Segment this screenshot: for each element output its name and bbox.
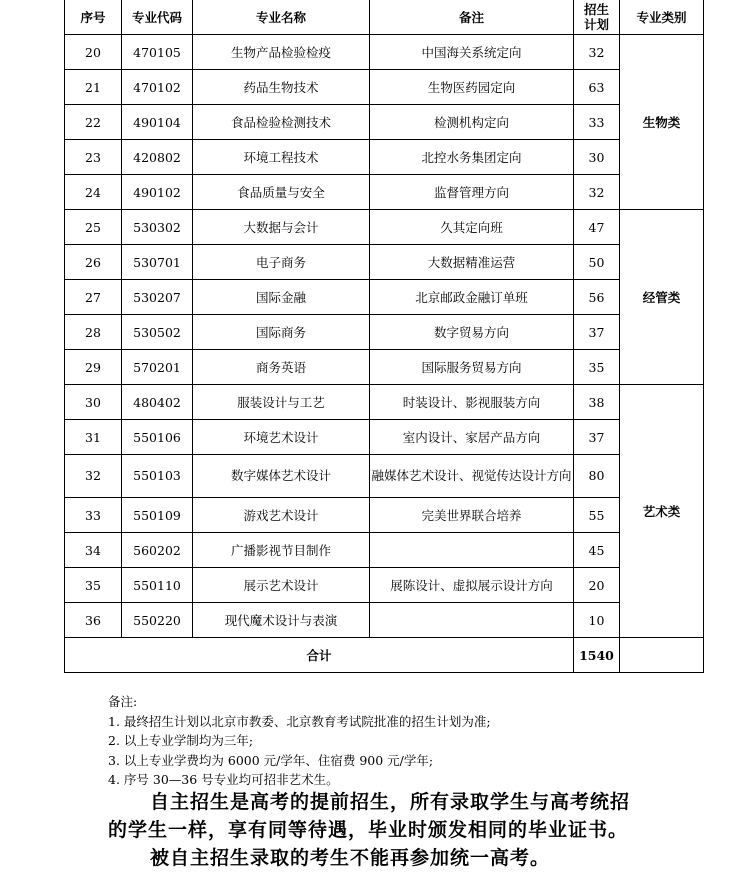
table-row — [65, 140, 704, 175]
cell-code: 550110 — [122, 568, 193, 603]
cell-code: 530502 — [122, 315, 193, 350]
cell-plan: 10 — [574, 603, 620, 638]
table-header-row — [65, 0, 704, 35]
cell-no: 27 — [65, 280, 122, 315]
table-row — [65, 105, 704, 140]
note-item: 2. 以上专业学制均为三年; — [108, 733, 254, 748]
cell-plan: 55 — [574, 498, 620, 533]
cell-code: 570201 — [122, 350, 193, 385]
cell-note — [370, 603, 574, 638]
cell-plan: 38 — [574, 385, 620, 420]
cell-code: 550106 — [122, 420, 193, 455]
cell-code: 560202 — [122, 533, 193, 568]
cell-note: 室内设计、家居产品方向 — [370, 420, 574, 455]
cell-code: 530207 — [122, 280, 193, 315]
cell-name: 国际金融 — [193, 280, 370, 315]
cell-plan: 37 — [574, 420, 620, 455]
cell-plan: 50 — [574, 245, 620, 280]
cell-code: 550109 — [122, 498, 193, 533]
cell-no: 30 — [65, 385, 122, 420]
cell-no: 34 — [65, 533, 122, 568]
cell-note: 国际服务贸易方向 — [370, 350, 574, 385]
cell-no: 36 — [65, 603, 122, 638]
total-label: 合计 — [65, 638, 574, 673]
cell-note: 时装设计、影视服装方向 — [370, 385, 574, 420]
cell-note: 久其定向班 — [370, 210, 574, 245]
cell-name: 大数据与会计 — [193, 210, 370, 245]
cell-no: 35 — [65, 568, 122, 603]
statement-line: 被自主招生录取的考生不能再参加统一高考。 — [150, 847, 551, 869]
cell-no: 33 — [65, 498, 122, 533]
cell-name: 药品生物技术 — [193, 70, 370, 105]
header-plan: 招生 计划 — [574, 0, 620, 35]
cell-note: 展陈设计、虚拟展示设计方向 — [370, 568, 574, 603]
note-item: 4. 序号 30—36 号专业均可招非艺术生。 — [108, 772, 339, 787]
cell-category: 艺术类 — [620, 385, 704, 638]
cell-plan: 30 — [574, 140, 620, 175]
cell-code: 530701 — [122, 245, 193, 280]
cell-name: 游戏艺术设计 — [193, 498, 370, 533]
table-row — [65, 603, 704, 638]
table-row — [65, 315, 704, 350]
cell-code: 490102 — [122, 175, 193, 210]
cell-code: 490104 — [122, 105, 193, 140]
cell-name: 商务英语 — [193, 350, 370, 385]
notes-section — [108, 692, 491, 790]
cell-plan: 20 — [574, 568, 620, 603]
cell-plan: 33 — [574, 105, 620, 140]
statement-line: 自主招生是高考的提前招生，所有录取学生与高考统招 — [150, 791, 631, 813]
cell-category: 经管类 — [620, 210, 704, 385]
cell-name: 国际商务 — [193, 315, 370, 350]
cell-no: 28 — [65, 315, 122, 350]
cell-note: 完美世界联合培养 — [370, 498, 574, 533]
cell-code: 550103 — [122, 455, 193, 498]
cell-name: 食品检验检测技术 — [193, 105, 370, 140]
cell-name: 电子商务 — [193, 245, 370, 280]
table-row — [65, 420, 704, 455]
cell-no: 29 — [65, 350, 122, 385]
cell-plan: 80 — [574, 455, 620, 498]
cell-name: 广播影视节目制作 — [193, 533, 370, 568]
cell-note: 北控水务集团定向 — [370, 140, 574, 175]
total-value: 1540 — [574, 638, 620, 673]
table-row — [65, 210, 704, 245]
cell-code: 470105 — [122, 35, 193, 70]
cell-note: 数字贸易方向 — [370, 315, 574, 350]
cell-no: 32 — [65, 455, 122, 498]
cell-no: 31 — [65, 420, 122, 455]
table-row — [65, 175, 704, 210]
cell-no: 26 — [65, 245, 122, 280]
table-row — [65, 385, 704, 420]
table-row — [65, 70, 704, 105]
cell-plan: 63 — [574, 70, 620, 105]
cell-note: 融媒体艺术设计、视觉传达设计方向 — [370, 455, 574, 498]
cell-plan: 45 — [574, 533, 620, 568]
cell-code: 550220 — [122, 603, 193, 638]
table-row — [65, 533, 704, 568]
note-item: 3. 以上专业学费均为 6000 元/学年、住宿费 900 元/学年; — [108, 752, 434, 768]
cell-name: 生物产品检验检疫 — [193, 35, 370, 70]
header-name: 专业名称 — [193, 0, 370, 35]
cell-code: 470102 — [122, 70, 193, 105]
header-note: 备注 — [370, 0, 574, 35]
header-no: 序号 — [65, 0, 122, 35]
cell-code: 530302 — [122, 210, 193, 245]
notes-title: 备注: — [108, 694, 138, 709]
table-row — [65, 568, 704, 603]
cell-plan: 32 — [574, 175, 620, 210]
cell-no: 20 — [65, 35, 122, 70]
cell-plan: 47 — [574, 210, 620, 245]
cell-plan: 56 — [574, 280, 620, 315]
cell-no: 22 — [65, 105, 122, 140]
table-row — [65, 245, 704, 280]
cell-name: 环境工程技术 — [193, 140, 370, 175]
cell-no: 21 — [65, 70, 122, 105]
cell-name: 展示艺术设计 — [193, 568, 370, 603]
table-row — [65, 35, 704, 70]
table-row — [65, 350, 704, 385]
note-item: 1. 最终招生计划以北京市教委、北京教育考试院批准的招生计划为准; — [108, 713, 491, 729]
cell-note: 大数据精准运营 — [370, 245, 574, 280]
header-category: 专业类别 — [620, 0, 704, 35]
cell-no: 23 — [65, 140, 122, 175]
cell-plan: 37 — [574, 315, 620, 350]
cell-name: 食品质量与安全 — [193, 175, 370, 210]
admission-statement — [108, 788, 668, 872]
cell-name: 数字媒体艺术设计 — [193, 455, 370, 498]
cell-name: 环境艺术设计 — [193, 420, 370, 455]
cell-note: 中国海关系统定向 — [370, 35, 574, 70]
enrollment-plan-table — [64, 0, 704, 673]
cell-note: 监督管理方向 — [370, 175, 574, 210]
total-row — [65, 638, 704, 673]
cell-note: 北京邮政金融订单班 — [370, 280, 574, 315]
table-row — [65, 455, 704, 498]
cell-note: 生物医药园定向 — [370, 70, 574, 105]
cell-plan: 35 — [574, 350, 620, 385]
cell-code: 480402 — [122, 385, 193, 420]
cell-name: 现代魔术设计与表演 — [193, 603, 370, 638]
statement-line: 的学生一样，享有同等待遇，毕业时颁发相同的毕业证书。 — [108, 819, 629, 841]
table-row — [65, 280, 704, 315]
cell-note: 检测机构定向 — [370, 105, 574, 140]
cell-no: 25 — [65, 210, 122, 245]
cell-category: 生物类 — [620, 35, 704, 210]
header-code: 专业代码 — [122, 0, 193, 35]
cell-plan: 32 — [574, 35, 620, 70]
cell-name: 服装设计与工艺 — [193, 385, 370, 420]
cell-code: 420802 — [122, 140, 193, 175]
table-row — [65, 498, 704, 533]
total-empty-cell — [620, 638, 704, 673]
cell-note — [370, 533, 574, 568]
cell-no: 24 — [65, 175, 122, 210]
